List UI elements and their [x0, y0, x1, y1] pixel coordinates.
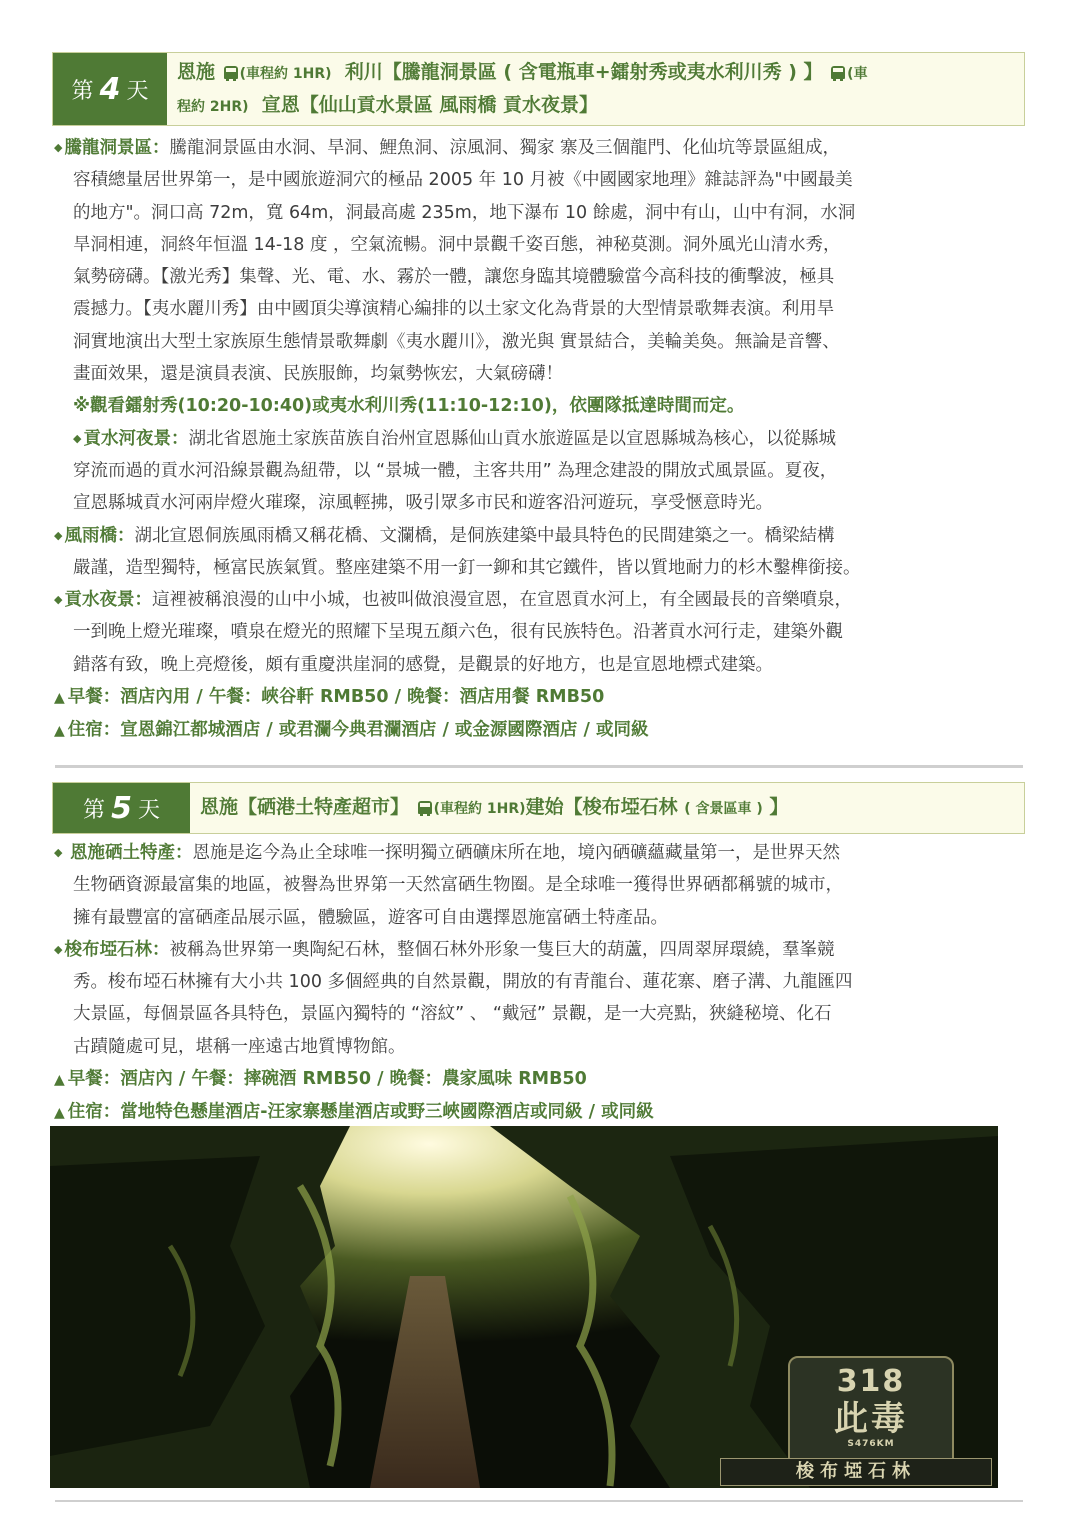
text-line: 古蹟隨處可見，堪稱一座遠古地質博物館。 — [73, 1036, 406, 1057]
triangle-icon: ▲ — [54, 1072, 65, 1089]
bullet-icon: ◆ — [54, 846, 63, 859]
bullet-icon: ◆ — [54, 528, 63, 542]
day4-gongshui-river-paragraph — [73, 423, 1026, 455]
day5-badge-prefix: 第 — [83, 797, 106, 823]
day5-stoneforest-body — [54, 966, 1026, 1063]
text-line: 旱洞相連，洞終年恒溫 14-18 度 ，空氣流暢。洞中景觀千姿百態，神秘莫測。洞外風光山清水秀， — [73, 234, 841, 255]
bus-icon — [418, 801, 432, 814]
day4-drive-time-2b: 程約 2HR) — [177, 99, 249, 115]
day4-bridge-lead: 風雨橋： — [64, 525, 135, 546]
text-line: 宣恩縣城貢水河兩岸燈火璀璨，涼風輕拂，吸引眾多市民和遊客沿河遊玩，享受愜意時光。 — [73, 493, 773, 514]
location-plaque: 梭布埡石林 — [720, 1458, 992, 1486]
day4-drive-time-1: (車程約 1HR) — [239, 66, 332, 82]
day4-drive-time-2a: (車 — [847, 66, 868, 82]
day5-title — [190, 783, 798, 833]
text-line: 大景區，每個景區各具特色，景區內獨特的 “溶紋” 、 “戴冠” 景觀，是一大亮點，狹縫秘境、化石 — [73, 1004, 832, 1025]
day5-body — [54, 837, 1026, 1130]
day4-show-note: ※觀看鐳射秀(10:20-10:40)或夷水利川秀(11:10-12:10)，依團隊抵達時間而定。 — [73, 396, 745, 417]
day5-meals — [54, 1063, 1026, 1096]
day4-tenglong-paragraph — [54, 132, 1026, 164]
triangle-icon: ▲ — [54, 723, 65, 740]
text-line: 洞實地演出大型土家族原生態情景歌舞劇《夷水麗川》，激光與 實景結合，美輪美奐。無論是音響、 — [73, 331, 840, 352]
text-line: 湖北宣恩侗族風雨橋又稱花橋、文瀾橋，是侗族建築中最具特色的民間建築之一。橋梁結構 — [134, 525, 835, 546]
bullet-icon: ◆ — [73, 431, 82, 445]
bullet-icon: ◆ — [54, 141, 63, 154]
day4-header — [52, 52, 1025, 126]
day4-hotel — [54, 714, 1026, 747]
text-line: 一到晚上燈光璀璨，噴泉在燈光的照耀下呈現五顏六色，很有民族特色。沿著貢水河行走，建築外觀 — [73, 622, 843, 643]
day5-title-jianshi: 建始【梭布埡石林 — [525, 796, 678, 818]
day5-badge-suffix: 天 — [137, 797, 160, 823]
day4-title-lichuan: 利川【騰龍洞景區 ( 含電瓶車+鐳射秀或夷水利川秀 ) 】 — [344, 61, 823, 83]
text-line: 震撼力。【夷水麗川秀】由中國頂尖導演精心編排的以土家文化為背景的大型情景歌舞表演。利用旱 — [73, 299, 835, 320]
text-line: 這裡被稱浪漫的山中小城，也被叫做浪漫宣恩，在宣恩貢水河上，有全國最長的音樂噴泉， — [151, 590, 852, 611]
day5-meals-text: 早餐：酒店內 / 午餐：摔碗酒 RMB50 / 晚餐：農家風味 RMB50 — [67, 1069, 587, 1090]
day5-selenium-paragraph — [54, 837, 1026, 869]
text-line: 錯落有致，晚上亮燈後，頗有重慶洪崖洞的感覺，是觀景的好地方，也是宣恩地標式建築。 — [73, 654, 773, 675]
day4-title-xuanen: 宣恩【仙山貢水景區 風雨橋 貢水夜景】 — [261, 94, 598, 116]
day5-stoneforest-lead: 梭布埡石林： — [64, 939, 170, 960]
bullet-icon: ◆ — [54, 942, 63, 956]
text-line: 穿流而過的貢水河沿線景觀為紐帶，以 “景城一體，主客共用” 為理念建設的開放式風景區。夏夜， — [73, 460, 838, 481]
highway-sign-main: 此毒 — [834, 1399, 908, 1439]
bottom-divider — [55, 1500, 1023, 1502]
bus-icon — [831, 66, 845, 79]
day4-hotel-text: 住宿：宣恩錦江都城酒店 / 或君瀾今典君瀾酒店 / 或金源國際酒店 / 或同級 — [67, 720, 649, 741]
triangle-icon: ▲ — [54, 690, 65, 707]
highway-sign-sub: S476KM — [847, 1439, 895, 1449]
bullet-icon: ◆ — [54, 593, 63, 607]
bus-icon — [224, 66, 238, 79]
day5-selenium-body — [54, 869, 1026, 934]
day4-night-paragraph — [54, 584, 1026, 616]
day4-badge-suffix: 天 — [126, 78, 149, 104]
day4-meals-text: 早餐：酒店內用 / 午餐：峽谷軒 RMB50 / 晚餐：酒店用餐 RMB50 — [67, 687, 605, 708]
day4-tenglong-lead: 騰龍洞景區： — [64, 138, 170, 158]
day5-stoneforest-paragraph — [54, 934, 1026, 966]
day5-header — [52, 782, 1025, 834]
day5-title-close: 】 — [769, 796, 789, 818]
section-divider — [55, 765, 1023, 768]
day5-badge-number: 5 — [111, 790, 132, 826]
text-line: 湖北省恩施土家族苗族自治州宣恩縣仙山貢水旅遊區是以宣恩縣城為核心，以從縣城 — [188, 428, 836, 449]
day5-selenium-lead: 恩施硒土特產： — [70, 843, 193, 863]
day4-gongshui-river-lead: 貢水河夜景： — [83, 428, 189, 449]
text-line: 容積總量居世界第一，是中國旅遊洞穴的極品 2005 年 10 月被《中國國家地理》雜誌評為"中國最美 — [73, 170, 853, 191]
text-line: 生物硒資源最富集的地區，被譽為世界第一天然富硒生物圈。是全球唯一獲得世界硒都稱號的城市， — [73, 875, 843, 896]
day5-badge — [53, 783, 190, 833]
text-line: 的地方"。洞口高 72m，寬 64m，洞最高處 235m，地下瀑布 10 餘處，洞中有山，山中有洞，水洞 — [73, 202, 856, 223]
text-line: 被稱為世界第一奧陶紀石林，整個石林外形象一隻巨大的葫蘆，四周翠屏環繞，羣峯競 — [169, 939, 835, 960]
text-line: 嚴謹，造型獨特，極富民族氣質。整座建築不用一釘一鉚和其它鐵件，皆以質地耐力的杉木鑿榫銜接。 — [73, 557, 861, 578]
day5-hotel — [54, 1096, 1026, 1129]
day4-bridge-paragraph — [54, 520, 1026, 552]
day4-bridge-body — [54, 552, 1026, 584]
day4-night-lead: 貢水夜景： — [64, 590, 152, 611]
triangle-icon: ▲ — [54, 1105, 65, 1122]
day4-badge-prefix: 第 — [71, 78, 94, 104]
day4-tenglong-body — [54, 164, 1026, 519]
text-line: 氣勢磅礴。【激光秀】集聲、光、電、水、霧於一體，讓您身臨其境體驗當今高科技的衝擊波，極具 — [73, 267, 835, 288]
text-line: 擁有最豐富的富硒產品展示區，體驗區，遊客可自由選擇恩施富硒土特產品。 — [73, 907, 668, 928]
day4-body — [54, 132, 1026, 748]
day4-badge — [53, 53, 167, 125]
text-line: 恩施是迄今為止全球唯一探明獨立硒礦床所在地，境內硒礦蘊藏量第一，是世界天然 — [192, 843, 841, 863]
day4-title-origin: 恩施 — [177, 61, 216, 83]
day4-badge-number: 4 — [99, 71, 121, 107]
stone-forest-photo — [50, 1126, 998, 1488]
day5-title-included: ( 含景區車 ) — [684, 801, 763, 817]
text-line: 騰龍洞景區由水洞、旱洞、鯉魚洞、涼風洞、獨家 寨及三個龍門、化仙坑等景區組成， — [169, 138, 841, 158]
day4-night-body — [54, 616, 1026, 681]
text-line: 畫面效果，還是演員表演、民族服飾，均氣勢恢宏，大氣磅礴！ — [73, 364, 563, 385]
day5-drive-time: (車程約 1HR) — [433, 801, 526, 817]
day4-title — [167, 53, 1024, 125]
day5-hotel-text: 住宿：當地特色懸崖酒店-汪家寨懸崖酒店或野三峽國際酒店或同級 / 或同級 — [67, 1102, 654, 1123]
day4-meals — [54, 681, 1026, 714]
highway-sign-number: 318 — [836, 1364, 906, 1399]
text-line: 秀。梭布埡石林擁有大小共 100 多個經典的自然景觀，開放的有青龍台、蓮花寨、磨子溝、九龍匯四 — [73, 972, 853, 993]
day5-title-enshi: 恩施【硒港土特產超市】 — [200, 796, 410, 818]
